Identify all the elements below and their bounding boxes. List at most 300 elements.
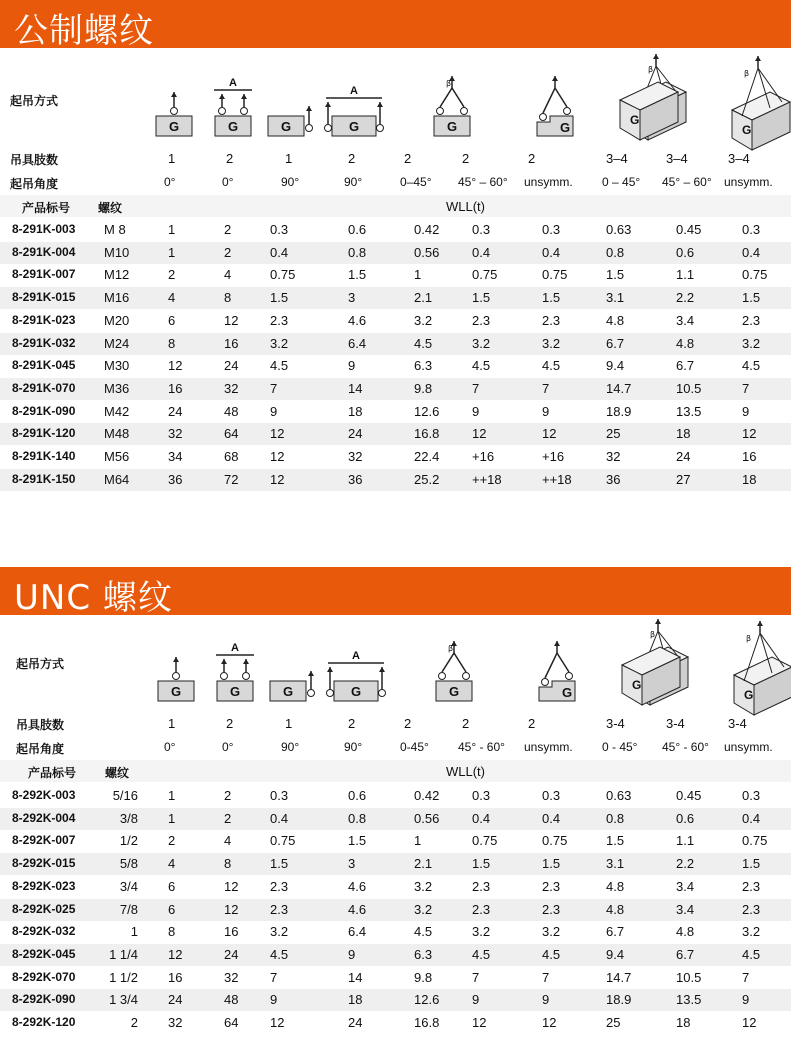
wll-value: 14 bbox=[348, 969, 363, 985]
weight-letter: G bbox=[448, 684, 460, 699]
unc-angle-value: 0° bbox=[222, 740, 234, 754]
product-code: 8-291K-140 bbox=[12, 449, 76, 463]
wll-value: 2.1 bbox=[414, 290, 433, 306]
wll-value: 2.3 bbox=[270, 901, 289, 917]
wll-value: 8 bbox=[224, 290, 232, 306]
wll-value: ++18 bbox=[542, 471, 572, 487]
wll-value: 36 bbox=[168, 471, 183, 487]
wll-value: 32 bbox=[224, 969, 239, 985]
wll-value: 6 bbox=[168, 878, 176, 894]
unc-lift-method-label: 起吊方式 bbox=[16, 657, 65, 671]
angle-letter: β bbox=[448, 644, 454, 653]
wll-value: 0.3 bbox=[742, 222, 761, 237]
wll-value: 9 bbox=[270, 992, 278, 1008]
wll-value: 9 bbox=[348, 946, 356, 962]
thread-size: 1 3/4 bbox=[109, 992, 138, 1008]
wll-value: 3.2 bbox=[414, 312, 433, 328]
product-code: 8-291K-090 bbox=[12, 403, 76, 418]
lift-icon-double-side bbox=[325, 85, 384, 136]
wll-value: 0.8 bbox=[606, 810, 625, 826]
wll-value: 0.75 bbox=[270, 267, 296, 283]
wll-value: 0.6 bbox=[348, 222, 367, 237]
thread-size: M20 bbox=[104, 312, 130, 328]
wll-value: 0.75 bbox=[472, 267, 498, 283]
wll-value: 12 bbox=[224, 312, 239, 328]
metric-angle-value: unsymm. bbox=[524, 175, 573, 189]
wll-value: 32 bbox=[168, 1015, 183, 1030]
product-code: 8-292K-120 bbox=[12, 1015, 76, 1029]
wll-value: 12 bbox=[542, 1015, 557, 1030]
wll-value: 4.5 bbox=[742, 358, 761, 374]
metric-product-label: 产品标号 bbox=[22, 201, 71, 215]
angle-letter: β bbox=[648, 65, 654, 74]
wll-value: 4.5 bbox=[270, 946, 289, 962]
wll-value: 64 bbox=[224, 1015, 239, 1030]
wll-value: 4.5 bbox=[472, 946, 491, 962]
wll-value: 9.8 bbox=[414, 969, 433, 985]
wll-value: 2.3 bbox=[742, 312, 761, 328]
unc-legs-value: 3-4 bbox=[606, 716, 625, 731]
product-code: 8-292K-025 bbox=[12, 901, 76, 916]
wll-value: 0.3 bbox=[472, 222, 491, 237]
wll-value: 12.6 bbox=[414, 992, 440, 1008]
thread-size: 5/8 bbox=[119, 856, 138, 872]
wll-value: 16 bbox=[168, 380, 183, 396]
product-code: 8-291K-150 bbox=[12, 471, 76, 486]
metric-legs-value: 3–4 bbox=[666, 151, 688, 166]
wll-value: 2.3 bbox=[472, 312, 491, 328]
lift-icon-two-leg-bridle bbox=[436, 641, 472, 701]
wll-value: 4.5 bbox=[742, 946, 761, 962]
wll-value: 7 bbox=[542, 380, 550, 396]
wll-value: 2.2 bbox=[676, 290, 695, 306]
thread-size: M12 bbox=[104, 267, 130, 283]
wll-value: 27 bbox=[676, 471, 691, 487]
span-letter: A bbox=[229, 77, 237, 89]
table-row bbox=[0, 219, 791, 241]
wll-value: 0.8 bbox=[606, 244, 625, 260]
wll-value: 0.4 bbox=[542, 244, 561, 260]
wll-value: 3.1 bbox=[606, 856, 625, 872]
wll-value: 18 bbox=[348, 403, 363, 419]
wll-value: 6.3 bbox=[414, 946, 433, 962]
unc-legs-value: 2 bbox=[462, 716, 470, 731]
wll-value: 24 bbox=[224, 358, 239, 374]
metric-legs-value: 3–4 bbox=[728, 151, 750, 166]
thread-size: M36 bbox=[104, 380, 130, 396]
wll-value: 2.3 bbox=[472, 901, 491, 917]
wll-value: 8 bbox=[168, 924, 176, 940]
wll-value: 4.5 bbox=[542, 358, 561, 374]
wll-value: 32 bbox=[168, 426, 183, 442]
weight-letter: G bbox=[559, 120, 571, 135]
wll-value: 8 bbox=[224, 856, 232, 872]
wll-value: 3 bbox=[348, 290, 356, 306]
wll-value: 1.1 bbox=[676, 267, 695, 283]
thread-size: 3/8 bbox=[119, 810, 138, 826]
wll-value: 9 bbox=[270, 403, 278, 419]
wll-value: 6.3 bbox=[414, 358, 433, 374]
product-code: 8-292K-004 bbox=[12, 810, 76, 825]
weight-letter: G bbox=[348, 119, 360, 134]
product-code: 8-291K-120 bbox=[12, 426, 76, 441]
metric-legs-value: 3–4 bbox=[606, 151, 628, 166]
wll-value: 24 bbox=[348, 426, 363, 442]
wll-value: 0.75 bbox=[742, 833, 768, 849]
product-code: 8-291K-070 bbox=[12, 380, 76, 395]
product-code: 8-292K-003 bbox=[12, 788, 76, 802]
wll-value: 1.5 bbox=[348, 833, 367, 849]
wll-value: 3.4 bbox=[676, 878, 695, 894]
lift-icon-double-vertical bbox=[214, 77, 252, 136]
metric-legs-value: 2 bbox=[528, 151, 536, 166]
span-letter: A bbox=[352, 650, 360, 662]
table-row bbox=[0, 378, 791, 400]
weight-letter: G bbox=[742, 123, 752, 137]
angle-letter: β bbox=[446, 79, 452, 88]
wll-value: 3.2 bbox=[542, 335, 561, 351]
thread-size: 3/4 bbox=[119, 878, 138, 894]
table-row bbox=[0, 469, 791, 491]
table-row bbox=[0, 899, 791, 921]
table-row bbox=[0, 944, 791, 966]
wll-value: 64 bbox=[224, 426, 239, 442]
wll-value: 1.5 bbox=[472, 856, 491, 872]
wll-value: 25 bbox=[606, 426, 621, 442]
wll-value: 6.4 bbox=[348, 335, 367, 351]
wll-value: 4 bbox=[168, 856, 176, 872]
wll-value: 4.5 bbox=[472, 358, 491, 374]
metric-wll-label: WLL(t) bbox=[446, 199, 485, 214]
weight-letter: G bbox=[632, 678, 642, 692]
table-row bbox=[0, 310, 791, 332]
table-row bbox=[0, 287, 791, 309]
product-code: 8-292K-045 bbox=[12, 946, 76, 961]
wll-value: 0.3 bbox=[542, 788, 561, 803]
wll-value: 4.5 bbox=[542, 946, 561, 962]
wll-value: 36 bbox=[606, 471, 621, 487]
thread-size: M16 bbox=[104, 290, 130, 306]
wll-value: 12 bbox=[224, 878, 239, 894]
wll-value: 6 bbox=[168, 901, 176, 917]
wll-value: 32 bbox=[606, 449, 621, 464]
wll-value: 0.45 bbox=[676, 222, 702, 237]
metric-legs-value: 2 bbox=[404, 151, 412, 166]
lift-icon-two-leg-unsymm bbox=[537, 76, 573, 136]
wll-value: 9.4 bbox=[606, 358, 625, 374]
unc-angle-value: 0° bbox=[164, 740, 176, 754]
wll-value: 0.4 bbox=[742, 810, 761, 826]
wll-value: 3 bbox=[348, 856, 356, 872]
wll-value: 0.4 bbox=[542, 810, 561, 826]
wll-value: 7 bbox=[472, 380, 480, 396]
wll-value: 12 bbox=[542, 426, 557, 442]
wll-value: 2.3 bbox=[742, 901, 761, 917]
lift-icon-double-side bbox=[327, 650, 386, 701]
table-row bbox=[0, 446, 791, 468]
metric-angle-label: 起吊角度 bbox=[10, 177, 59, 191]
wll-value: 9 bbox=[472, 403, 480, 419]
metric-angle-value: 90° bbox=[344, 175, 363, 189]
wll-value: 1.5 bbox=[606, 267, 625, 283]
metric-lift-icons bbox=[0, 60, 791, 160]
unc-angle-value: 0 - 45° bbox=[602, 740, 638, 754]
wll-value: 2.3 bbox=[542, 901, 561, 917]
wll-value: 1.5 bbox=[742, 856, 761, 872]
wll-value: 18 bbox=[676, 426, 691, 442]
wll-value: 12 bbox=[270, 426, 285, 442]
unc-legs-value: 2 bbox=[226, 716, 234, 731]
product-code: 8-292K-032 bbox=[12, 924, 76, 939]
wll-value: 4.8 bbox=[676, 924, 695, 940]
wll-value: 2.1 bbox=[414, 856, 433, 872]
metric-header-row bbox=[0, 195, 791, 217]
wll-value: 0.56 bbox=[414, 244, 440, 260]
wll-value: 1.5 bbox=[270, 290, 289, 306]
table-row bbox=[0, 355, 791, 377]
metric-angle-value: 45° – 60° bbox=[458, 175, 508, 189]
wll-value: 12 bbox=[270, 449, 285, 464]
unc-title: UNC 螺纹 bbox=[14, 578, 173, 618]
wll-value: 2.3 bbox=[270, 878, 289, 894]
wll-value: 0.6 bbox=[676, 244, 695, 260]
wll-value: 2.3 bbox=[542, 312, 561, 328]
thread-size: 1 1/4 bbox=[109, 946, 138, 962]
wll-value: 4 bbox=[224, 267, 232, 283]
metric-banner bbox=[0, 0, 791, 51]
wll-value: ++18 bbox=[472, 471, 502, 487]
lift-icon-multi-leg-box-steep bbox=[622, 647, 680, 705]
wll-value: 12 bbox=[270, 1015, 285, 1030]
wll-value: 16 bbox=[168, 969, 183, 985]
wll-value: 12 bbox=[168, 358, 183, 374]
wll-value: 48 bbox=[224, 403, 239, 419]
wll-value: 22.4 bbox=[414, 449, 440, 464]
wll-value: 0.4 bbox=[472, 810, 491, 826]
wll-value: 0.6 bbox=[676, 810, 695, 826]
table-row bbox=[0, 921, 791, 943]
wll-value: 16 bbox=[224, 335, 239, 351]
thread-size: 1 1/2 bbox=[109, 969, 138, 985]
weight-letter: G bbox=[229, 684, 241, 699]
wll-value: 0.75 bbox=[742, 267, 768, 283]
weight-letter: G bbox=[446, 119, 458, 134]
wll-value: 3.2 bbox=[270, 335, 289, 351]
metric-legs-value: 2 bbox=[226, 151, 234, 166]
thread-size: 1 bbox=[130, 924, 138, 940]
wll-value: 4.5 bbox=[270, 358, 289, 374]
wll-value: 7 bbox=[472, 969, 480, 985]
wll-value: 3.2 bbox=[542, 924, 561, 940]
wll-value: 3.4 bbox=[676, 312, 695, 328]
wll-value: 9 bbox=[542, 992, 550, 1008]
wll-value: 3.2 bbox=[414, 878, 433, 894]
unc-wll-label: WLL(t) bbox=[446, 764, 485, 779]
angle-letter: β bbox=[744, 69, 750, 78]
thread-size: 7/8 bbox=[119, 901, 138, 917]
wll-value: 2 bbox=[168, 833, 176, 849]
wll-value: 3.2 bbox=[472, 335, 491, 351]
weight-letter: G bbox=[630, 113, 640, 127]
wll-value: 3.4 bbox=[676, 901, 695, 917]
wll-value: 13.5 bbox=[676, 992, 702, 1008]
wll-value: 12 bbox=[472, 1015, 487, 1030]
wll-value: 1.1 bbox=[676, 833, 695, 849]
lift-icon-single-side bbox=[270, 671, 315, 701]
wll-value: 14 bbox=[348, 380, 363, 396]
weight-letter: G bbox=[561, 685, 573, 700]
wll-value: 0.4 bbox=[270, 810, 289, 826]
wll-value: 1.5 bbox=[742, 290, 761, 306]
wll-value: 1 bbox=[168, 244, 176, 260]
wll-value: 0.4 bbox=[472, 244, 491, 260]
wll-value: 6.7 bbox=[676, 358, 695, 374]
thread-size: 1/2 bbox=[119, 833, 138, 849]
span-letter: A bbox=[231, 642, 239, 654]
table-row bbox=[0, 242, 791, 264]
lift-icon-double-vertical bbox=[216, 642, 254, 701]
wll-value: 2.3 bbox=[472, 878, 491, 894]
wll-value: 16 bbox=[224, 924, 239, 940]
wll-value: 16.8 bbox=[414, 426, 440, 442]
wll-value: 9 bbox=[472, 992, 480, 1008]
product-code: 8-291K-004 bbox=[12, 244, 76, 259]
span-letter: A bbox=[350, 85, 358, 97]
unc-angle-value: 0-45° bbox=[400, 740, 429, 754]
unc-product-label: 产品标号 bbox=[28, 766, 77, 780]
unc-legs-value: 3-4 bbox=[666, 716, 685, 731]
product-code: 8-291K-032 bbox=[12, 335, 76, 350]
wll-value: 0.75 bbox=[542, 267, 568, 283]
table-row bbox=[0, 830, 791, 852]
wll-value: 12 bbox=[168, 946, 183, 962]
metric-angle-value: 45° – 60° bbox=[662, 175, 712, 189]
wll-value: 0.75 bbox=[270, 833, 296, 849]
table-row bbox=[0, 989, 791, 1011]
unc-legs-value: 2 bbox=[528, 716, 536, 731]
product-code: 8-291K-045 bbox=[12, 358, 76, 373]
weight-letter: G bbox=[282, 684, 294, 699]
wll-value: 1 bbox=[168, 222, 176, 237]
wll-value: 1.5 bbox=[542, 290, 561, 306]
wll-value: 4.8 bbox=[606, 901, 625, 917]
wll-value: 0.3 bbox=[542, 222, 561, 237]
unc-angle-value: 45° - 60° bbox=[662, 740, 709, 754]
wll-value: 24 bbox=[676, 449, 691, 464]
wll-value: 18 bbox=[676, 1015, 691, 1030]
unc-angle-value: 90° bbox=[281, 740, 300, 754]
wll-value: 1.5 bbox=[606, 833, 625, 849]
wll-value: 3.2 bbox=[414, 901, 433, 917]
wll-value: 0.63 bbox=[606, 222, 632, 237]
metric-title: 公制螺纹 bbox=[14, 11, 154, 51]
wll-value: 13.5 bbox=[676, 403, 702, 419]
metric-lift-method-label: 起吊方式 bbox=[10, 94, 59, 108]
metric-angle-value: 90° bbox=[281, 175, 300, 189]
wll-value: 9 bbox=[348, 358, 356, 374]
wll-value: 7 bbox=[742, 380, 750, 396]
wll-value: 18.9 bbox=[606, 992, 632, 1008]
wll-value: 3.2 bbox=[270, 924, 289, 940]
metric-legs-value: 2 bbox=[348, 151, 356, 166]
unc-angle-value: 90° bbox=[344, 740, 363, 754]
unc-angle-value: unsymm. bbox=[524, 740, 573, 754]
product-code: 8-291K-007 bbox=[12, 267, 76, 282]
wll-value: 1 bbox=[168, 810, 176, 826]
wll-value: 4.6 bbox=[348, 901, 367, 917]
wll-value: 0.3 bbox=[270, 788, 289, 803]
wll-value: 4 bbox=[168, 290, 176, 306]
wll-value: 0.8 bbox=[348, 810, 367, 826]
wll-value: 8 bbox=[168, 335, 176, 351]
wll-value: 7 bbox=[742, 969, 750, 985]
lift-icon-two-leg-unsymm bbox=[539, 641, 575, 701]
wll-value: 12 bbox=[270, 471, 285, 487]
wll-value: 1 bbox=[414, 267, 422, 283]
wll-value: 4 bbox=[224, 833, 232, 849]
table-row bbox=[0, 264, 791, 286]
wll-value: 6.4 bbox=[348, 924, 367, 940]
wll-value: 1.5 bbox=[542, 856, 561, 872]
wll-value: 0.45 bbox=[676, 788, 702, 803]
wll-value: 0.75 bbox=[472, 833, 498, 849]
table-row bbox=[0, 808, 791, 830]
wll-value: 2 bbox=[224, 810, 232, 826]
wll-value: 0.4 bbox=[742, 244, 761, 260]
wll-value: 3.2 bbox=[742, 335, 761, 351]
product-code: 8-291K-023 bbox=[12, 312, 76, 327]
wll-value: 4.8 bbox=[606, 312, 625, 328]
table-row bbox=[0, 401, 791, 423]
unc-angle-label: 起吊角度 bbox=[16, 742, 65, 756]
wll-value: 3.2 bbox=[742, 924, 761, 940]
wll-value: 25 bbox=[606, 1015, 621, 1030]
metric-angle-value: 0° bbox=[164, 175, 176, 189]
unc-legs-value: 1 bbox=[285, 716, 293, 731]
wll-value: 2.3 bbox=[270, 312, 289, 328]
metric-legs-value: 2 bbox=[462, 151, 470, 166]
wll-value: 3.1 bbox=[606, 290, 625, 306]
metric-angle-value: 0 – 45° bbox=[602, 175, 641, 189]
wll-value: 36 bbox=[348, 471, 363, 487]
wll-value: 7 bbox=[270, 969, 278, 985]
thread-size: M42 bbox=[104, 403, 130, 419]
table-row bbox=[0, 853, 791, 875]
wll-value: 16.8 bbox=[414, 1015, 440, 1030]
wll-value: 0.42 bbox=[414, 222, 440, 237]
table-row bbox=[0, 423, 791, 445]
thread-size: M30 bbox=[104, 358, 130, 374]
thread-size: M 8 bbox=[104, 222, 126, 237]
weight-letter: G bbox=[350, 684, 362, 699]
wll-value: 2 bbox=[224, 222, 232, 237]
wll-value: 0.6 bbox=[348, 788, 367, 803]
wll-value: 1 bbox=[168, 788, 176, 803]
thread-size: 2 bbox=[130, 1015, 138, 1030]
wll-value: 2.3 bbox=[742, 878, 761, 894]
angle-letter: β bbox=[746, 634, 752, 643]
wll-value: 7 bbox=[542, 969, 550, 985]
wll-value: 25.2 bbox=[414, 471, 440, 487]
wll-value: 24 bbox=[168, 403, 183, 419]
wll-value: 18 bbox=[348, 992, 363, 1008]
wll-value: 4.6 bbox=[348, 312, 367, 328]
weight-letter: G bbox=[168, 119, 180, 134]
wll-value: 0.56 bbox=[414, 810, 440, 826]
lift-icon-multi-leg-box-steep bbox=[620, 82, 678, 140]
wll-value: 0.3 bbox=[270, 222, 289, 237]
wll-value: 2 bbox=[168, 267, 176, 283]
